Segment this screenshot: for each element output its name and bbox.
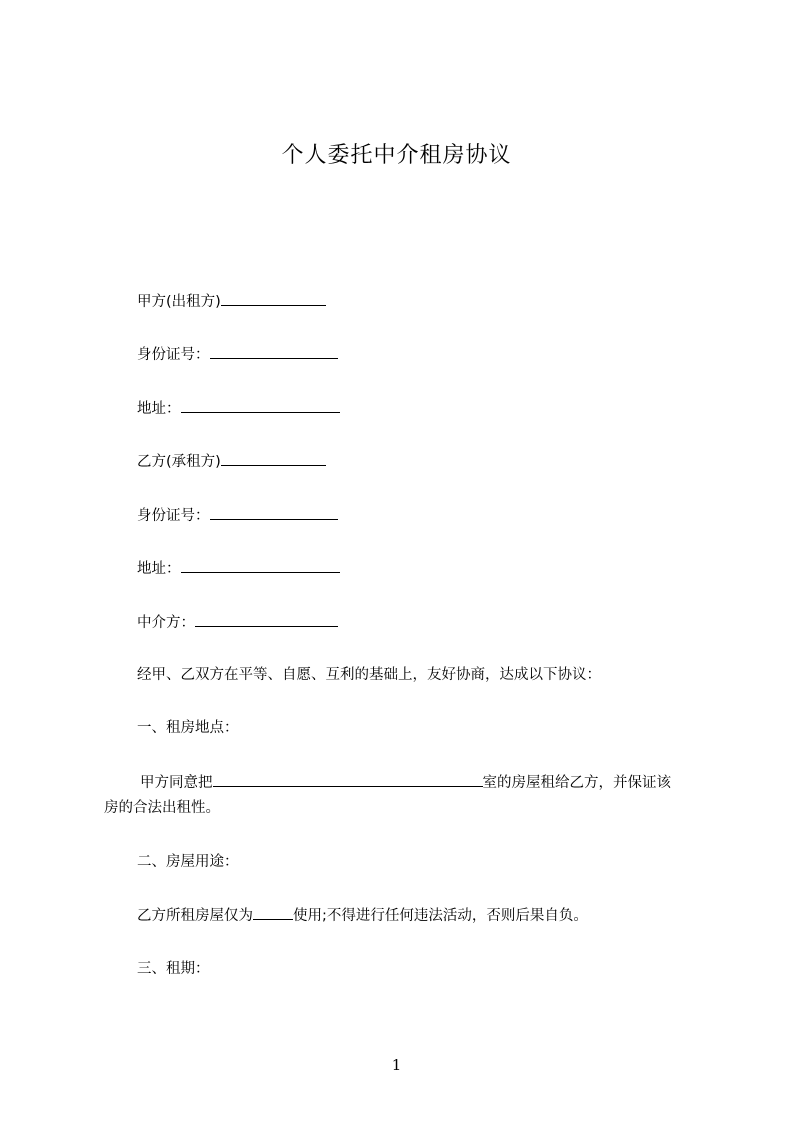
section2-blank[interactable] (253, 904, 293, 920)
section3-heading: 三、租期： (137, 961, 210, 977)
section2-line (137, 904, 588, 927)
party-a-id-label: 身份证号： (137, 347, 210, 363)
document-title: 个人委托中介租房协议 (281, 143, 512, 168)
party-b-address-blank[interactable] (181, 557, 340, 573)
section2-suffix: 使用;不得进行任何违法活动，否则后果自负。 (293, 908, 588, 924)
section1-heading: 一、租房地点： (137, 720, 239, 736)
section2-prefix: 乙方所租房屋仅为 (137, 908, 253, 924)
section1-line2: 房的合法出租性。 (104, 800, 220, 816)
party-a-blank[interactable] (221, 290, 326, 306)
page-number: 1 (391, 1056, 402, 1074)
party-b-id-line (137, 504, 338, 527)
party-b-address-label: 地址： (137, 561, 181, 577)
party-b-address-line (137, 557, 340, 580)
section1-prefix: 甲方同意把 (140, 775, 213, 791)
agent-label: 中介方： (137, 615, 195, 631)
party-a-address-label: 地址： (137, 401, 181, 417)
party-b-blank[interactable] (221, 450, 326, 466)
section1-blank-1[interactable] (213, 771, 323, 787)
party-b-id-blank[interactable] (210, 504, 338, 520)
section1-line1 (140, 771, 671, 794)
party-a-id-line (137, 343, 338, 366)
agent-line (137, 611, 338, 634)
section1-blank-2[interactable] (323, 771, 483, 787)
party-a-address-blank[interactable] (181, 397, 340, 413)
party-a-id-blank[interactable] (210, 343, 338, 359)
party-a-line (137, 290, 326, 313)
party-a-address-line (137, 397, 340, 420)
party-b-line (137, 450, 326, 473)
party-b-id-label: 身份证号： (137, 508, 210, 524)
agent-blank[interactable] (195, 611, 338, 627)
intro-paragraph: 经甲、乙双方在平等、自愿、互利的基础上，友好协商，达成以下协议： (137, 667, 601, 683)
section2-heading: 二、房屋用途： (137, 854, 239, 870)
party-b-label: 乙方(承租方) (137, 454, 221, 470)
section1-suffix: 室的房屋租给乙方，并保证该 (482, 775, 671, 791)
party-a-label: 甲方(出租方) (137, 294, 221, 310)
